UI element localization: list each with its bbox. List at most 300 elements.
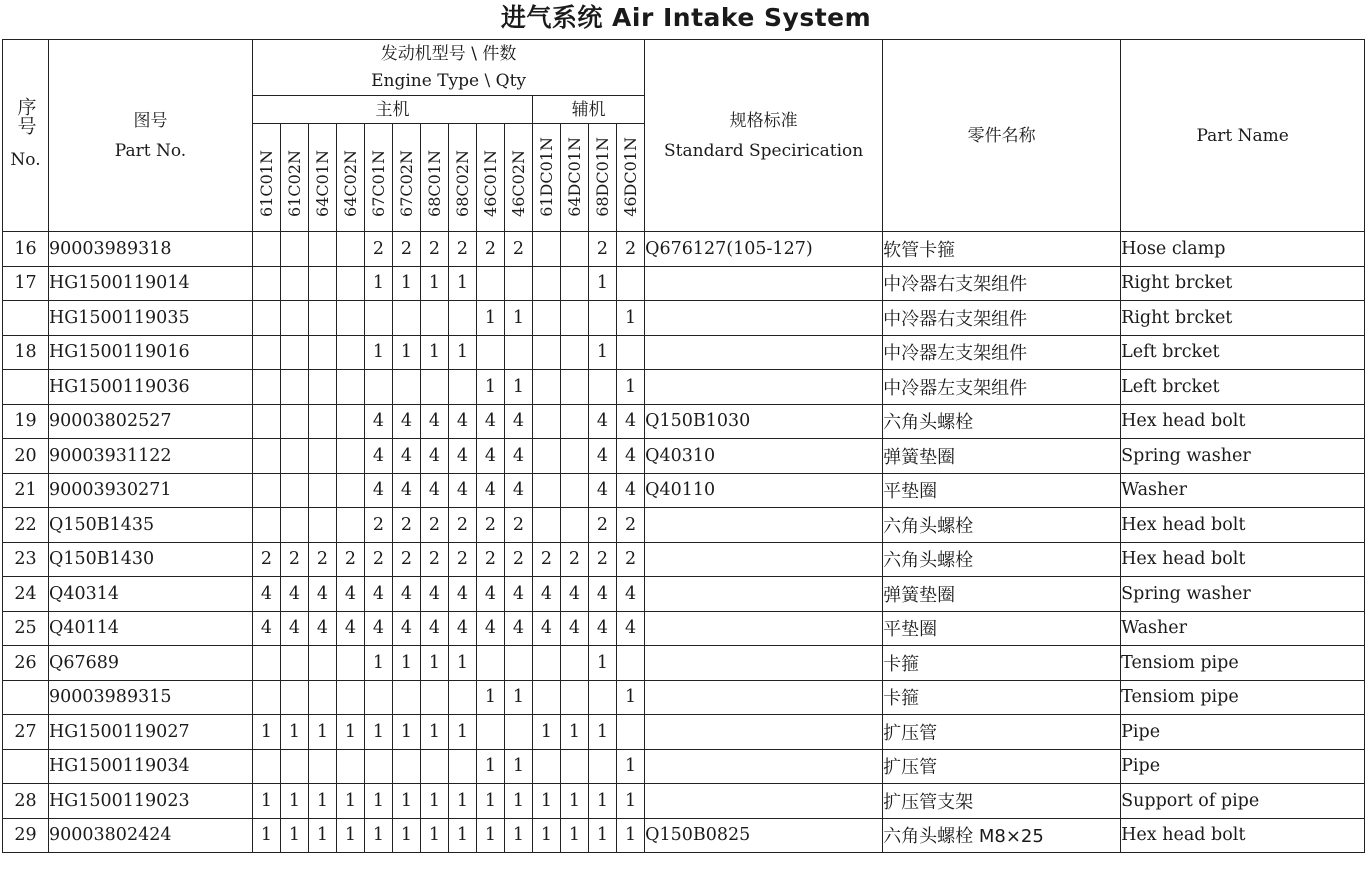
qty-cell: 4 [365, 439, 393, 474]
qty-cell [309, 508, 337, 543]
qty-cell [253, 473, 281, 508]
model-header-68dc01n [589, 124, 617, 232]
seq-cell: 21 [3, 473, 49, 508]
model-label: 67C02N [396, 150, 416, 217]
qty-cell: 1 [617, 301, 645, 336]
seq-cell: 28 [3, 784, 49, 819]
part-no-cell: HG1500119023 [49, 784, 253, 819]
qty-cell [393, 301, 421, 336]
part-name-cn-cell: 六角头螺栓 [883, 542, 1121, 577]
qty-cell: 1 [449, 715, 477, 750]
spec-cell: Q676127(105-127) [645, 232, 883, 267]
model-header-64c02n [337, 124, 365, 232]
qty-cell: 2 [365, 232, 393, 267]
qty-cell [533, 301, 561, 336]
qty-cell: 4 [477, 611, 505, 646]
spec-cell [645, 784, 883, 819]
qty-cell [505, 266, 533, 301]
qty-cell: 1 [253, 818, 281, 853]
qty-cell [561, 301, 589, 336]
part-no-cell: 90003802424 [49, 818, 253, 853]
qty-cell: 1 [533, 715, 561, 750]
qty-cell [309, 370, 337, 405]
model-header-64dc01n [561, 124, 589, 232]
qty-cell: 1 [421, 335, 449, 370]
spec-cell [645, 611, 883, 646]
qty-cell: 1 [365, 646, 393, 681]
qty-cell [449, 370, 477, 405]
part-name-en-cell: Hose clamp [1121, 232, 1365, 267]
qty-cell [337, 439, 365, 474]
qty-cell: 4 [589, 439, 617, 474]
model-header-61c02n [281, 124, 309, 232]
qty-cell: 1 [449, 335, 477, 370]
qty-cell [253, 232, 281, 267]
qty-cell [365, 370, 393, 405]
table-row [3, 784, 1365, 819]
qty-cell: 1 [589, 784, 617, 819]
qty-cell [561, 404, 589, 439]
part-name-en-cell: Tensiom pipe [1121, 680, 1365, 715]
qty-cell: 2 [309, 542, 337, 577]
table-row [3, 439, 1365, 474]
qty-cell: 4 [421, 404, 449, 439]
qty-cell: 1 [393, 715, 421, 750]
qty-cell [533, 646, 561, 681]
qty-cell [281, 473, 309, 508]
qty-cell: 1 [449, 784, 477, 819]
part-name-en-cell: Spring washer [1121, 439, 1365, 474]
qty-cell: 4 [505, 473, 533, 508]
qty-cell: 2 [253, 542, 281, 577]
qty-cell [309, 335, 337, 370]
spec-cell [645, 508, 883, 543]
part-name-cn-cell: 六角头螺栓 M8×25 [883, 818, 1121, 853]
qty-cell: 1 [253, 715, 281, 750]
spec-cell [645, 749, 883, 784]
qty-cell: 2 [477, 542, 505, 577]
qty-cell [253, 301, 281, 336]
qty-cell: 1 [309, 784, 337, 819]
model-header-64c01n [309, 124, 337, 232]
qty-cell: 2 [449, 542, 477, 577]
seq-header-en: No. [10, 149, 41, 170]
part-name-cn-header: 零件名称 [883, 40, 1121, 232]
qty-cell [337, 335, 365, 370]
part-name-cn-cell: 中冷器左支架组件 [883, 335, 1121, 370]
part-name-en-cell: Pipe [1121, 749, 1365, 784]
engine-type-header-en: Engine Type \ Qty [371, 70, 527, 91]
part-name-en-cell: Left brcket [1121, 370, 1365, 405]
part-no-cell: 90003931122 [49, 439, 253, 474]
model-label: 67C01N [368, 150, 388, 217]
part-name-en-cell: Washer [1121, 611, 1365, 646]
qty-cell: 4 [281, 577, 309, 612]
qty-cell: 2 [365, 542, 393, 577]
qty-cell: 1 [533, 784, 561, 819]
qty-cell: 4 [617, 611, 645, 646]
qty-cell: 1 [281, 715, 309, 750]
table-row [3, 473, 1365, 508]
qty-cell: 1 [309, 818, 337, 853]
qty-cell: 4 [393, 473, 421, 508]
qty-cell [309, 646, 337, 681]
model-label: 61C01N [256, 150, 276, 217]
qty-cell: 4 [393, 404, 421, 439]
qty-cell: 4 [505, 439, 533, 474]
qty-cell: 1 [505, 370, 533, 405]
model-label: 68C01N [424, 150, 444, 217]
table-row [3, 646, 1365, 681]
qty-cell: 2 [561, 542, 589, 577]
model-label: 46C02N [508, 150, 528, 217]
table-row [3, 818, 1365, 853]
seq-cell: 27 [3, 715, 49, 750]
table-row [3, 266, 1365, 301]
spec-cell [645, 577, 883, 612]
qty-cell [337, 404, 365, 439]
qty-cell [337, 508, 365, 543]
spec-cell [645, 646, 883, 681]
model-label: 46C01N [480, 150, 500, 217]
qty-cell [421, 301, 449, 336]
qty-cell: 2 [421, 232, 449, 267]
qty-cell: 1 [477, 370, 505, 405]
qty-cell [281, 335, 309, 370]
part-no-cell: HG1500119014 [49, 266, 253, 301]
qty-cell [589, 370, 617, 405]
qty-cell: 1 [589, 646, 617, 681]
qty-cell [337, 680, 365, 715]
table-row [3, 404, 1365, 439]
qty-cell: 2 [393, 508, 421, 543]
seq-cell: 19 [3, 404, 49, 439]
qty-cell [421, 680, 449, 715]
qty-cell: 2 [617, 232, 645, 267]
qty-cell [617, 335, 645, 370]
part-no-cell: 90003802527 [49, 404, 253, 439]
qty-cell: 1 [617, 370, 645, 405]
seq-cell: 23 [3, 542, 49, 577]
qty-cell: 4 [617, 404, 645, 439]
qty-cell [253, 749, 281, 784]
qty-cell [533, 749, 561, 784]
seq-cell: 26 [3, 646, 49, 681]
table-row [3, 301, 1365, 336]
qty-cell: 4 [365, 611, 393, 646]
qty-cell: 4 [365, 404, 393, 439]
table-row [3, 542, 1365, 577]
qty-cell [505, 646, 533, 681]
qty-cell: 1 [309, 715, 337, 750]
qty-cell: 1 [393, 266, 421, 301]
seq-cell: 17 [3, 266, 49, 301]
qty-cell [281, 749, 309, 784]
part-no-cell: HG1500119036 [49, 370, 253, 405]
part-name-en-header: Part Name [1121, 40, 1365, 232]
qty-cell [365, 301, 393, 336]
qty-cell [533, 439, 561, 474]
qty-cell: 1 [365, 715, 393, 750]
qty-cell: 1 [617, 784, 645, 819]
qty-cell [533, 266, 561, 301]
part-name-en-cell: Hex head bolt [1121, 508, 1365, 543]
qty-cell: 4 [421, 577, 449, 612]
qty-cell: 1 [477, 301, 505, 336]
table-row [3, 577, 1365, 612]
qty-cell: 2 [393, 232, 421, 267]
qty-cell: 2 [589, 542, 617, 577]
qty-cell: 4 [449, 611, 477, 646]
parts-table [2, 39, 1365, 853]
qty-cell: 2 [533, 542, 561, 577]
part-no-cell: 90003989315 [49, 680, 253, 715]
qty-cell: 4 [281, 611, 309, 646]
qty-cell [281, 232, 309, 267]
qty-cell: 4 [365, 577, 393, 612]
part-name-en-cell: Spring washer [1121, 577, 1365, 612]
part-no-header-cn: 图号 [133, 110, 168, 131]
seq-cell: 29 [3, 818, 49, 853]
qty-cell: 1 [337, 818, 365, 853]
qty-cell: 4 [589, 611, 617, 646]
qty-cell: 4 [421, 473, 449, 508]
model-header-68c02n [449, 124, 477, 232]
spec-header-cn: 规格标准 [729, 110, 798, 131]
qty-cell: 1 [365, 784, 393, 819]
qty-cell: 1 [561, 784, 589, 819]
qty-cell [477, 335, 505, 370]
table-row [3, 232, 1365, 267]
qty-cell: 1 [477, 784, 505, 819]
qty-cell: 4 [421, 439, 449, 474]
qty-cell [421, 370, 449, 405]
qty-cell [421, 749, 449, 784]
qty-cell: 4 [449, 439, 477, 474]
qty-cell [533, 232, 561, 267]
spec-cell [645, 301, 883, 336]
table-row [3, 611, 1365, 646]
spec-cell [645, 680, 883, 715]
qty-cell: 2 [449, 232, 477, 267]
seq-header-cn: 序号 [14, 96, 37, 135]
qty-cell: 1 [281, 784, 309, 819]
qty-cell: 4 [617, 439, 645, 474]
qty-cell: 1 [477, 749, 505, 784]
model-header-68c01n [421, 124, 449, 232]
qty-cell [561, 439, 589, 474]
seq-cell [3, 370, 49, 405]
qty-cell: 2 [617, 508, 645, 543]
qty-cell: 2 [589, 508, 617, 543]
qty-cell: 4 [449, 473, 477, 508]
qty-cell: 1 [421, 646, 449, 681]
qty-cell [533, 370, 561, 405]
qty-cell: 1 [589, 335, 617, 370]
qty-cell: 2 [505, 232, 533, 267]
qty-cell: 1 [421, 818, 449, 853]
spec-cell [645, 715, 883, 750]
qty-cell: 1 [505, 784, 533, 819]
model-label: 61C02N [284, 150, 304, 217]
engine-type-header [253, 40, 645, 96]
model-header-46c01n [477, 124, 505, 232]
spec-cell: Q150B0825 [645, 818, 883, 853]
qty-cell: 1 [337, 784, 365, 819]
qty-cell [337, 232, 365, 267]
qty-cell [589, 301, 617, 336]
qty-cell: 2 [281, 542, 309, 577]
qty-cell: 4 [393, 439, 421, 474]
part-name-en-cell: Pipe [1121, 715, 1365, 750]
qty-cell: 2 [365, 508, 393, 543]
model-label: 64C02N [340, 150, 360, 217]
table-row [3, 749, 1365, 784]
qty-cell: 4 [561, 611, 589, 646]
qty-cell [253, 439, 281, 474]
part-name-en-cell: Right brcket [1121, 301, 1365, 336]
qty-cell: 1 [505, 818, 533, 853]
qty-cell [561, 508, 589, 543]
qty-cell: 4 [477, 439, 505, 474]
part-no-cell: Q67689 [49, 646, 253, 681]
qty-cell [533, 473, 561, 508]
qty-cell [533, 508, 561, 543]
qty-cell [393, 680, 421, 715]
qty-cell: 4 [393, 577, 421, 612]
qty-cell [253, 680, 281, 715]
qty-cell [253, 266, 281, 301]
qty-cell: 4 [365, 473, 393, 508]
qty-cell: 2 [505, 542, 533, 577]
part-name-cn-cell: 中冷器右支架组件 [883, 266, 1121, 301]
part-name-cn-cell: 扩压管 [883, 715, 1121, 750]
spec-cell: Q40110 [645, 473, 883, 508]
aux-engine-header: 辅机 [533, 96, 645, 124]
spec-cell [645, 370, 883, 405]
model-label: 64DC01N [564, 137, 584, 217]
table-row [3, 508, 1365, 543]
part-no-cell: Q150B1435 [49, 508, 253, 543]
qty-cell [533, 680, 561, 715]
qty-cell [617, 715, 645, 750]
model-label: 68DC01N [592, 137, 612, 217]
qty-cell [309, 680, 337, 715]
qty-cell: 1 [449, 818, 477, 853]
qty-cell [281, 266, 309, 301]
qty-cell: 2 [449, 508, 477, 543]
qty-cell [281, 370, 309, 405]
part-name-en-cell: Hex head bolt [1121, 818, 1365, 853]
qty-cell: 1 [561, 818, 589, 853]
qty-cell [309, 301, 337, 336]
qty-cell [477, 646, 505, 681]
qty-cell: 1 [253, 784, 281, 819]
qty-cell [309, 232, 337, 267]
seq-cell: 18 [3, 335, 49, 370]
spec-cell [645, 266, 883, 301]
qty-cell: 4 [589, 577, 617, 612]
part-name-en-cell: Left brcket [1121, 335, 1365, 370]
qty-cell [533, 404, 561, 439]
qty-cell [309, 473, 337, 508]
qty-cell: 4 [449, 404, 477, 439]
qty-cell: 2 [617, 542, 645, 577]
part-no-cell: HG1500119035 [49, 301, 253, 336]
qty-cell: 1 [393, 646, 421, 681]
qty-cell [337, 749, 365, 784]
qty-cell: 4 [309, 577, 337, 612]
qty-cell [337, 646, 365, 681]
qty-cell [561, 370, 589, 405]
qty-cell [309, 404, 337, 439]
qty-cell: 4 [421, 611, 449, 646]
qty-cell [449, 749, 477, 784]
part-name-cn-cell: 平垫圈 [883, 473, 1121, 508]
model-header-67c02n [393, 124, 421, 232]
qty-cell [617, 646, 645, 681]
qty-cell [309, 439, 337, 474]
model-header-61c01n [253, 124, 281, 232]
qty-cell [561, 335, 589, 370]
part-name-cn-cell: 中冷器左支架组件 [883, 370, 1121, 405]
seq-cell: 24 [3, 577, 49, 612]
part-no-header [49, 40, 253, 232]
qty-cell [393, 749, 421, 784]
engine-type-header-cn: 发动机型号 \ 件数 [380, 43, 517, 64]
qty-cell: 4 [253, 577, 281, 612]
model-label: 64C01N [312, 150, 332, 217]
qty-cell: 1 [281, 818, 309, 853]
qty-cell: 4 [533, 611, 561, 646]
qty-cell: 1 [421, 266, 449, 301]
qty-cell: 1 [337, 715, 365, 750]
qty-cell: 2 [505, 508, 533, 543]
part-name-cn-cell: 扩压管支架 [883, 784, 1121, 819]
model-label: 46DC01N [620, 137, 640, 217]
qty-cell [253, 370, 281, 405]
qty-cell [533, 335, 561, 370]
qty-cell [253, 646, 281, 681]
qty-cell [281, 404, 309, 439]
part-no-cell: HG1500119016 [49, 335, 253, 370]
qty-cell: 4 [617, 577, 645, 612]
qty-cell [253, 335, 281, 370]
qty-cell: 4 [337, 577, 365, 612]
qty-cell [617, 266, 645, 301]
qty-cell: 1 [617, 680, 645, 715]
model-label: 68C02N [452, 150, 472, 217]
part-name-cn-cell: 卡箍 [883, 680, 1121, 715]
qty-cell: 1 [365, 818, 393, 853]
qty-cell [309, 266, 337, 301]
qty-cell [561, 266, 589, 301]
qty-cell [281, 439, 309, 474]
qty-cell: 4 [505, 577, 533, 612]
qty-cell [365, 680, 393, 715]
part-no-cell: HG1500119034 [49, 749, 253, 784]
qty-cell: 1 [589, 266, 617, 301]
qty-cell: 4 [533, 577, 561, 612]
seq-cell: 22 [3, 508, 49, 543]
qty-cell: 1 [449, 266, 477, 301]
qty-cell: 4 [505, 404, 533, 439]
table-row [3, 715, 1365, 750]
qty-cell: 4 [393, 611, 421, 646]
qty-cell [253, 508, 281, 543]
table-row [3, 370, 1365, 405]
seq-cell: 20 [3, 439, 49, 474]
